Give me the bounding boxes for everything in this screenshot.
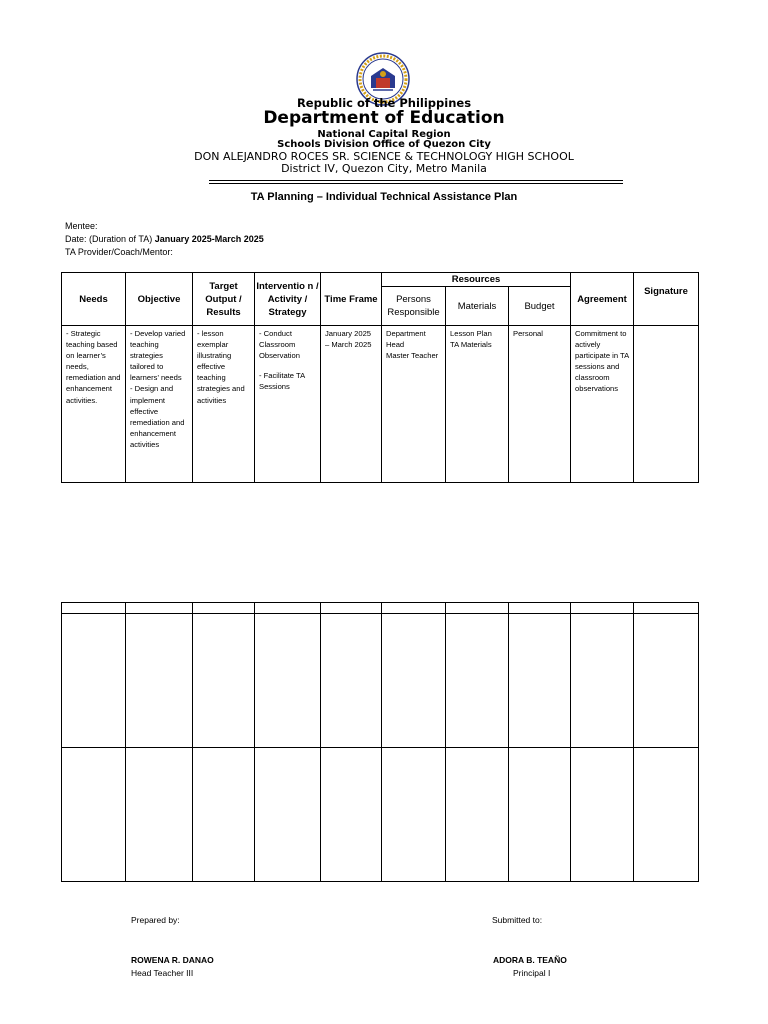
date-value: January 2025-March 2025	[154, 234, 264, 244]
division-heading: Schools Division Office of Quezon City	[277, 139, 491, 150]
header-rule-thick	[209, 180, 623, 181]
date-line	[65, 234, 264, 244]
cell-needs: - Strategic teaching based on learner’s needs, remediation and enhancement activities.	[62, 326, 126, 483]
school-address: District IV, Quezon City, Metro Manila	[281, 162, 487, 175]
ta-plan-table	[61, 272, 699, 483]
header-objective: Objective	[126, 273, 193, 326]
header-agreement: Agreement	[571, 273, 634, 326]
school-name: DON ALEJANDRO ROCES SR. SCIENCE & TECHNOLOGY HIGH SCHOOL	[194, 150, 574, 163]
cell-signature	[634, 326, 699, 483]
blank-row	[62, 748, 699, 882]
mentee-label: Mentee:	[65, 221, 98, 231]
prepared-by-name: ROWENA R. DANAO	[131, 955, 214, 965]
cell-materials: Lesson Plan TA Materials	[446, 326, 509, 483]
cell-intervention: - Conduct Classroom Observation - Facilitate TA Sessions	[255, 326, 321, 483]
cell-persons: Department Head Master Teacher	[382, 326, 446, 483]
prepared-by-title: Head Teacher III	[131, 968, 194, 978]
header-needs: Needs	[62, 273, 126, 326]
provider-label: TA Provider/Coach/Mentor:	[65, 247, 173, 257]
date-label: Date: (Duration of TA)	[65, 234, 155, 244]
republic-heading: Republic of the Philippines	[296, 96, 472, 110]
header-rule-thin	[209, 183, 623, 184]
blank-row	[62, 614, 699, 748]
table-row	[62, 326, 699, 483]
header-time-frame: Time Frame	[321, 273, 382, 326]
submitted-to-title: Principal I	[513, 968, 551, 978]
header-target: Target Output / Results	[193, 273, 255, 326]
prepared-by-label: Prepared by:	[131, 915, 180, 925]
department-heading: Department of Education	[263, 108, 505, 128]
header-materials: Materials	[446, 287, 509, 326]
blank-continuation-table	[61, 602, 699, 882]
cell-budget: Personal	[509, 326, 571, 483]
header-signature: Signature	[634, 273, 699, 326]
document-title: TA Planning – Individual Technical Assistance Plan	[250, 191, 518, 203]
cell-target: - lesson exemplar illustrating effective teaching strategies and activities	[193, 326, 255, 483]
header-intervention: Interventio n / Activity / Strategy	[255, 273, 321, 326]
submitted-to-label: Submitted to:	[492, 915, 543, 925]
header-resources: Resources	[382, 273, 571, 287]
submitted-to-name: ADORA B. TEAÑO	[493, 955, 567, 965]
cell-agreement: Commitment to actively participate in TA sessions and classroom observations	[571, 326, 634, 483]
header-budget: Budget	[509, 287, 571, 326]
header-persons-responsible: Persons Responsible	[382, 287, 446, 326]
blank-header-row	[62, 603, 699, 614]
region-heading: National Capital Region	[317, 129, 451, 140]
cell-objective: - Develop varied teaching strategies tailored to learners’ needs - Design and implement effective remediation and enhancement activities	[126, 326, 193, 483]
cell-time-frame: January 2025 – March 2025	[321, 326, 382, 483]
